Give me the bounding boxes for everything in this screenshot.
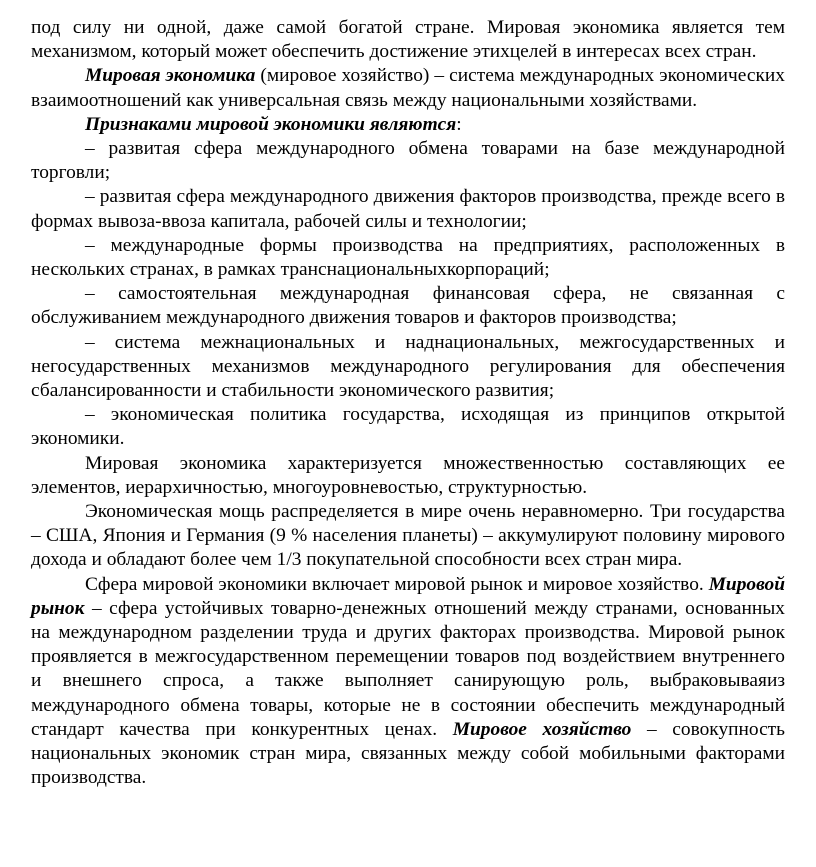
text-run: – развитая сфера международного движения факторов производства, прежде всего в формах вывоза-ввоза капитала, рабочей силы и технологии; bbox=[31, 186, 785, 232]
list-item-factors-movement bbox=[31, 185, 785, 233]
text-run: – сфера устойчивых товарно-денежных отношений между странами, основанных на международном разделении труда и других факторах производства. Мировой рынок проявляется в межгосударственном перемещении товаров под воздействием внутреннего и внешнего спроса, а также выполняет санирующую роль, выбраковываяиз международного обмена товары, которые не в состоянии обеспечить международный стандарт качества при конкурентных ценах. bbox=[31, 597, 785, 740]
paragraph-signs-heading bbox=[31, 113, 785, 137]
document-page bbox=[31, 16, 785, 791]
term-world-market: Мировой рынок bbox=[31, 573, 785, 619]
paragraph-characteristics bbox=[31, 452, 785, 500]
text-run: – развитая сфера международного обмена товарами на базе международной торговли; bbox=[31, 138, 785, 184]
list-item-trade bbox=[31, 137, 785, 185]
list-item-financial-sphere bbox=[31, 282, 785, 330]
term-world-economy: Мировая экономика bbox=[85, 65, 256, 87]
text-run: – экономическая политика государства, исходящая из принципов открытой экономики. bbox=[31, 404, 785, 450]
paragraph-world-economy-definition bbox=[31, 64, 785, 112]
text-run: (мировое хозяйство) – система международных экономических взаимоотношений как универсальная связь между национальными хозяйствами. bbox=[31, 65, 786, 111]
term-world-household: Мировое хозяйство bbox=[452, 718, 632, 740]
list-item-regulation-mechanisms bbox=[31, 331, 785, 404]
term-signs-of-world-economy: Признаками мировой экономики являются bbox=[85, 113, 457, 135]
paragraph-economic-power bbox=[31, 500, 785, 573]
text-run: – самостоятельная международная финансовая сфера, не связанная с обслуживанием международного движения товаров и факторов производства; bbox=[31, 283, 785, 329]
text-run: – система межнациональных и наднациональных, межгосударственных и негосударственных механизмов международного регулирования для обеспечения сбалансированности и стабильности экономического развития; bbox=[31, 331, 785, 402]
text-run: под силу ни одной, даже самой богатой стране. Мировая экономика является тем механизмом, который может обеспечить достижение этихцелей в интересах всех стран. bbox=[31, 17, 785, 63]
text-run: Экономическая мощь распределяется в мире очень неравномерно. Три государства – США, Япония и Германия (9 % населения планеты) – аккумулируют половину мирового дохода и обладают более чем 1/3 покупательной способности всех стран мира. bbox=[31, 501, 785, 571]
text-run: – международные формы производства на предприятиях, расположенных в нескольких странах, в рамках транснациональныхкорпораций; bbox=[31, 234, 785, 281]
paragraph-continuation bbox=[31, 16, 785, 64]
paragraph-world-market bbox=[31, 573, 785, 791]
text-run: – совокупность национальных экономик стран мира, связанных между собой мобильными факторами производства. bbox=[31, 718, 785, 789]
list-item-international-production bbox=[31, 234, 785, 282]
text-run: Мировая экономика характеризуется множественностью составляющих ее элементов, иерархичностью, многоуровневостью, структурностью. bbox=[31, 452, 785, 498]
list-item-economic-policy bbox=[31, 403, 785, 451]
text-run: : bbox=[456, 113, 462, 135]
text-run: Сфера мировой экономики включает мировой рынок и мировое хозяйство. bbox=[85, 573, 709, 595]
